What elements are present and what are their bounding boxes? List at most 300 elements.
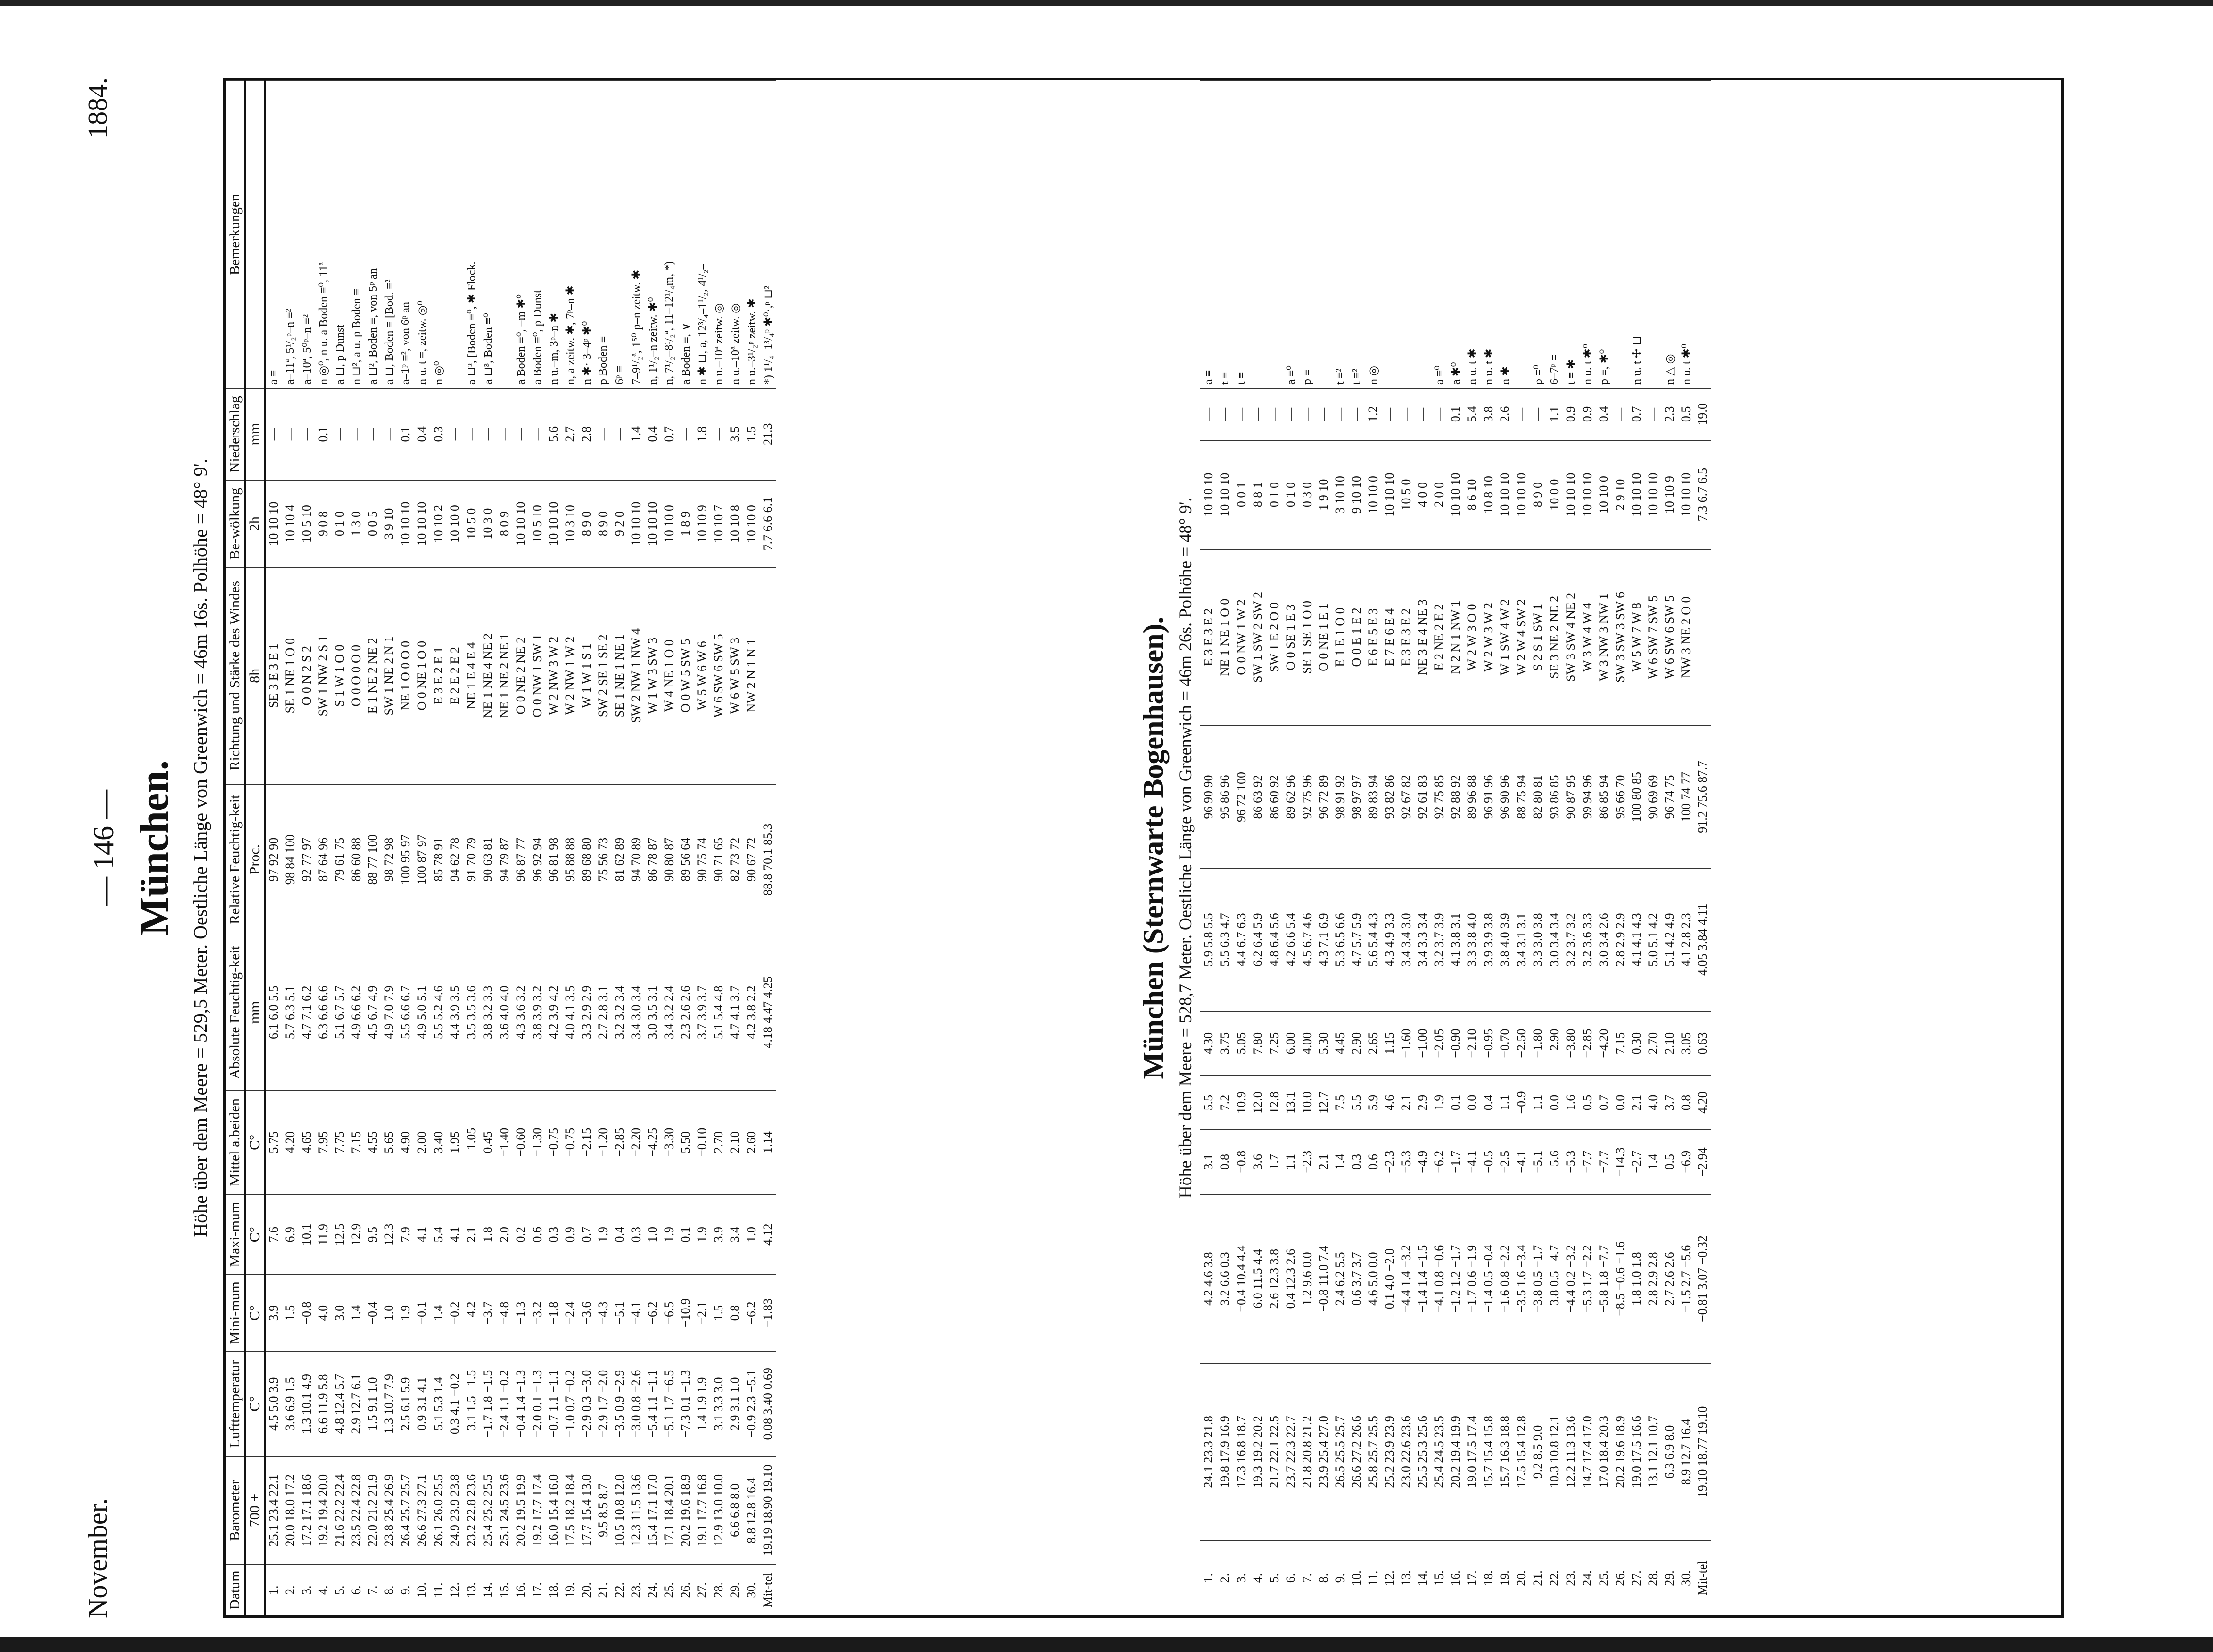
- cell-bw: 10 10 10: [397, 480, 414, 567]
- table-row: [1266, 81, 1283, 1615]
- cell-w: SW 1 NE 2 N 1: [381, 567, 397, 784]
- cell-b: 19.2 17.7 17.4: [529, 1456, 546, 1565]
- cell-mx: 0.5: [1579, 1076, 1596, 1130]
- cell-t: −0.9 2.3 −5.1: [743, 1352, 760, 1456]
- table-row: [381, 81, 397, 1615]
- cell-d: 14.: [480, 1564, 496, 1615]
- cell-af: 2.7 2.8 3.1: [595, 935, 612, 1090]
- cell-r: n ✱· 3–4ᵖ ✱⁰: [579, 81, 595, 388]
- cell-bw: 10 10 10: [265, 480, 283, 567]
- cell-w: NE 1 NE 4 NE 2: [480, 567, 496, 784]
- cell-n: —: [1316, 388, 1332, 440]
- cell-w: NE 1 NE 2 NE 1: [496, 567, 513, 784]
- cell-r: n ◎⁰: [430, 81, 447, 388]
- cell-af: 4.9 7.0 7.9: [381, 935, 397, 1090]
- cell-rf: 95 66 70: [1612, 725, 1629, 869]
- cell-rf: 96 87 77: [513, 784, 529, 935]
- cell-t: −2.0 0.1 −1.3: [529, 1352, 546, 1456]
- cell-mn: 3.6: [1250, 1129, 1266, 1194]
- cell-w: E 6 E 5 E 3: [1365, 549, 1381, 726]
- cell-mx: 12.9: [348, 1195, 364, 1275]
- cell-bw: 10 10 10: [1513, 440, 1530, 549]
- cell-mx: 4.12: [760, 1195, 776, 1275]
- cell-r: [1250, 81, 1266, 388]
- cell-t: −2.9 1.7 −2.0: [595, 1352, 612, 1456]
- cell-d: 17.: [529, 1564, 546, 1615]
- cell-rf: 90 87 95: [1563, 725, 1579, 869]
- cell-r: 7–9¹/₂ª, 1⁵⁰ p–n zeitw. ✱: [628, 81, 644, 388]
- cell-d: 8.: [381, 1564, 397, 1615]
- cell-r: a–10ª, 5⁰ᵖ–n ≡²: [298, 81, 315, 388]
- cell-r: p Boden ≡: [595, 81, 612, 388]
- cell-t: −1.7 0.6 −1.9: [1464, 1194, 1480, 1363]
- table-row: [414, 81, 430, 1615]
- cell-mi: 7.25: [1266, 1011, 1283, 1076]
- cell-af: 3.7 3.9 3.7: [694, 935, 710, 1090]
- cell-n: 0.3: [430, 388, 447, 480]
- cell-mi: 2.90: [1349, 1011, 1365, 1076]
- cell-mi: −2.50: [1513, 1011, 1530, 1076]
- cell-t: 4.6 5.0 0.0: [1365, 1194, 1381, 1363]
- cell-mx: 0.6: [529, 1195, 546, 1275]
- cell-rf: 90 69 69: [1645, 725, 1662, 869]
- cell-r: a ⊔³, Boden ≡⁰: [480, 81, 496, 388]
- cell-mn: 1.4: [348, 1275, 364, 1352]
- cell-mi: −4.25: [644, 1090, 661, 1195]
- cell-mn: 0.8: [1217, 1129, 1233, 1194]
- cell-af: 5.6 5.4 4.3: [1365, 869, 1381, 1011]
- cell-af: 4.7 4.1 3.7: [727, 935, 743, 1090]
- cell-r: n ◎: [1365, 81, 1381, 388]
- table-row: [1316, 81, 1332, 1615]
- cell-b: 23.2 22.8 23.6: [463, 1456, 480, 1565]
- cell-b: 17.1 18.4 20.1: [661, 1456, 677, 1565]
- cell-af: 4.7 5.7 5.9: [1349, 869, 1365, 1011]
- table-row: [1563, 81, 1579, 1615]
- cell-r: [1645, 81, 1662, 388]
- cell-mi: 2.10: [1662, 1011, 1678, 1076]
- cell-af: 6.2 6.4 5.9: [1250, 869, 1266, 1011]
- cell-d: 24.: [1579, 1541, 1596, 1615]
- cell-d: 5.: [331, 1564, 348, 1615]
- cell-mn: −5.3: [1398, 1129, 1414, 1194]
- cell-r: [1414, 81, 1431, 388]
- cell-mn: −2.5: [1497, 1129, 1513, 1194]
- cell-mx: 12.8: [1266, 1076, 1283, 1130]
- cell-t: 2.4 6.2 5.5: [1332, 1194, 1349, 1363]
- cell-mx: 0.7: [579, 1195, 595, 1275]
- cell-rf: 89 62 96: [1283, 725, 1299, 869]
- cell-t: 3.2 6.6 0.3: [1217, 1194, 1233, 1363]
- cell-bw: 10 10 10: [1645, 440, 1662, 549]
- cell-mi: 5.30: [1316, 1011, 1332, 1076]
- cell-rf: 98 84 100: [282, 784, 298, 935]
- cell-n: 0.4: [1596, 388, 1612, 440]
- cell-bw: 10 10 10: [1447, 440, 1464, 549]
- cell-rf: 89 56 64: [677, 784, 694, 935]
- cell-t: −0.7 1.1 −1.1: [546, 1352, 562, 1456]
- cell-mn: −5.3: [1563, 1129, 1579, 1194]
- cell-bw: 10 10 2: [430, 480, 447, 567]
- cell-mi: −1.30: [529, 1090, 546, 1195]
- cell-t: 1.8 1.0 1.8: [1629, 1194, 1645, 1363]
- cell-bw: 10 10 9: [1662, 440, 1678, 549]
- cell-w: E 2 NE 2 E 2: [1431, 549, 1447, 726]
- cell-mn: −6.5: [661, 1275, 677, 1352]
- table-row: [513, 81, 529, 1615]
- unit-temp: C°: [245, 1352, 265, 1456]
- cell-mn: −4.1: [628, 1275, 644, 1352]
- cell-bw: 0 1 0: [1283, 440, 1299, 549]
- cell-mx: 0.4: [1480, 1076, 1497, 1130]
- cell-t: −5.3 1.7 −2.2: [1579, 1194, 1596, 1363]
- table-row: [1612, 81, 1629, 1615]
- cell-af: 3.0 3.4 2.6: [1596, 869, 1612, 1011]
- cell-bw: 10 5 10: [298, 480, 315, 567]
- cell-rf: 100 95 97: [397, 784, 414, 935]
- cell-mn: 0.6: [1365, 1129, 1381, 1194]
- cell-af: 3.3 3.0 3.8: [1530, 869, 1546, 1011]
- cell-rf: 86 60 88: [348, 784, 364, 935]
- cell-bw: 0 3 0: [1299, 440, 1316, 549]
- table-row: [1250, 81, 1266, 1615]
- cell-bw: 9 0 8: [315, 480, 331, 567]
- cell-mi: −0.90: [1447, 1011, 1464, 1076]
- cell-af: 3.6 4.0 4.0: [496, 935, 513, 1090]
- cell-t: −3.8 0.5 −4.7: [1546, 1194, 1563, 1363]
- cell-w: E 3 E 3 E 2: [1200, 549, 1217, 726]
- cell-d: 23.: [628, 1564, 644, 1615]
- cell-rf: 96 90 96: [1497, 725, 1513, 869]
- cell-mn: −2.1: [694, 1275, 710, 1352]
- cell-d: 29.: [727, 1564, 743, 1615]
- cell-t: 5.1 5.3 1.4: [430, 1352, 447, 1456]
- cell-t: 1.2 9.6 0.0: [1299, 1194, 1316, 1363]
- cell-mi: −1.05: [463, 1090, 480, 1195]
- table-row: [1530, 81, 1546, 1615]
- cell-n: 0.7: [661, 388, 677, 480]
- cell-mn: −4.2: [463, 1275, 480, 1352]
- cell-t: −7.3 0.1 −1.3: [677, 1352, 694, 1456]
- cell-t: 3.6 6.9 1.5: [282, 1352, 298, 1456]
- cell-w: W 2 W 4 SW 2: [1513, 549, 1530, 726]
- cell-d: 24.: [644, 1564, 661, 1615]
- cell-af: 5.5 6.6 6.7: [397, 935, 414, 1090]
- col-absolute: Absolute Feuchtig-keit: [226, 935, 245, 1090]
- cell-w: W 2 W 3 W 2: [1480, 549, 1497, 726]
- cell-rf: 100 87 97: [414, 784, 430, 935]
- unit-rem: [245, 81, 265, 388]
- cell-w: [1695, 549, 1711, 726]
- cell-r: a ⊔², Boden ≡, von 5ᵖ an: [364, 81, 381, 388]
- table-row: [612, 81, 628, 1615]
- cell-r: n u.–10ª zeitw. ◎: [710, 81, 727, 388]
- cell-r: n ⊔², a u. p Boden ≡: [348, 81, 364, 388]
- cell-b: 20.2 19.6 18.9: [1612, 1363, 1629, 1541]
- table-row: [1431, 81, 1447, 1615]
- cell-af: 3.0 3.5 3.1: [644, 935, 661, 1090]
- cell-bw: 7.7 6.6 6.1: [760, 480, 776, 567]
- cell-bw: 10 10 0: [447, 480, 463, 567]
- cell-b: 19.1 17.7 16.8: [694, 1456, 710, 1565]
- table-row: [298, 81, 315, 1615]
- cell-n: —: [1217, 388, 1233, 440]
- cell-mn: −14.3: [1612, 1129, 1629, 1194]
- cell-bw: 0 1 0: [1266, 440, 1283, 549]
- table-row: [661, 81, 677, 1615]
- cell-w: SW 1 E 2 O 0: [1266, 549, 1283, 726]
- cell-mx: 10.9: [1233, 1076, 1250, 1130]
- cell-mx: 1.8: [480, 1195, 496, 1275]
- cell-n: 1.2: [1365, 388, 1381, 440]
- cell-w: E 1 NE 2 NE 2: [364, 567, 381, 784]
- cell-t: −1.0 0.7 −0.2: [562, 1352, 579, 1456]
- cell-bw: 10 10 10: [1497, 440, 1513, 549]
- table-row: [1365, 81, 1381, 1615]
- cell-mx: 0.7: [1596, 1076, 1612, 1130]
- cell-af: 4.1 3.8 3.1: [1447, 869, 1464, 1011]
- table-row: [1596, 81, 1612, 1615]
- cell-bw: 10 10 10: [644, 480, 661, 567]
- cell-n: —: [1414, 388, 1431, 440]
- cell-rf: 97 92 90: [265, 784, 283, 935]
- cell-mx: 1.9: [595, 1195, 612, 1275]
- cell-d: 7.: [1299, 1541, 1316, 1615]
- cell-bw: 8 8 1: [1250, 440, 1266, 549]
- cell-mi: −2.15: [579, 1090, 595, 1195]
- cell-bw: 9 2 0: [612, 480, 628, 567]
- cell-bw: 10 10 0: [1596, 440, 1612, 549]
- cell-t: −3.1 1.5 −1.5: [463, 1352, 480, 1456]
- cell-rf: 96 92 94: [529, 784, 546, 935]
- cell-af: 3.4 3.2 2.4: [661, 935, 677, 1090]
- cell-n: —: [529, 388, 546, 480]
- cell-n: 0.1: [315, 388, 331, 480]
- cell-n: —: [331, 388, 348, 480]
- cell-b: 8.8 12.8 16.4: [743, 1456, 760, 1565]
- table-row: [727, 81, 743, 1615]
- cell-b: 25.1 23.4 22.1: [265, 1456, 283, 1565]
- cell-rf: 85 78 91: [430, 784, 447, 935]
- table-row: [447, 81, 463, 1615]
- cell-r: n, 1¹/₂–n zeitw. ✱⁰: [644, 81, 661, 388]
- cell-bw: 0 0 1: [1233, 440, 1250, 549]
- cell-af: 4.1 2.8 2.3: [1678, 869, 1695, 1011]
- cell-rf: 86 63 92: [1250, 725, 1266, 869]
- cell-d: 28.: [710, 1564, 727, 1615]
- cell-w: SE 3 NE 2 NE 2: [1546, 549, 1563, 726]
- cell-mn: −5.6: [1546, 1129, 1563, 1194]
- cell-n: —: [1513, 388, 1530, 440]
- cell-rf: 90 80 87: [661, 784, 677, 935]
- cell-d: 25.: [1596, 1541, 1612, 1615]
- cell-rf: 92 67 82: [1398, 725, 1414, 869]
- cell-b: 23.5 22.4 22.8: [348, 1456, 364, 1565]
- cell-mn: −0.4: [364, 1275, 381, 1352]
- table-row: [1299, 81, 1316, 1615]
- cell-bw: 3 9 10: [381, 480, 397, 567]
- cell-b: 21.8 20.8 21.2: [1299, 1363, 1316, 1541]
- cell-af: 5.1 5.4 4.8: [710, 935, 727, 1090]
- cell-mi: −2.85: [612, 1090, 628, 1195]
- cell-w: W 1 W 1 S 1: [579, 567, 595, 784]
- cell-mx: 4.1: [414, 1195, 430, 1275]
- cell-bw: 10 10 10: [546, 480, 562, 567]
- cell-mi: −0.10: [694, 1090, 710, 1195]
- cell-mx: 7.6: [265, 1195, 283, 1275]
- cell-t: 0.9 3.1 4.1: [414, 1352, 430, 1456]
- cell-d: 27.: [694, 1564, 710, 1615]
- cell-bw: 10 10 10: [1563, 440, 1579, 549]
- table-row: [348, 81, 364, 1615]
- cell-mn: 3.1: [1200, 1129, 1217, 1194]
- cell-mi: 3.75: [1217, 1011, 1233, 1076]
- cell-d: 20.: [1513, 1541, 1530, 1615]
- cell-r: n u.–m, 3ᵖ–n ✱: [546, 81, 562, 388]
- cell-w: W 5 W 6 W 6: [694, 567, 710, 784]
- cell-w: O 0 N 2 S 2: [298, 567, 315, 784]
- cell-w: SE 1 NE 1 NE 1: [612, 567, 628, 784]
- cell-af: 4.3 4.9 3.3: [1381, 869, 1398, 1011]
- cell-af: 4.9 5.0 5.1: [414, 935, 430, 1090]
- cell-t: −1.4 0.5 −0.4: [1480, 1194, 1497, 1363]
- cell-bw: 10 3 10: [562, 480, 579, 567]
- cell-mn: −0.8: [1233, 1129, 1250, 1194]
- cell-af: 4.18 4.47 4.25: [760, 935, 776, 1090]
- cell-b: 12.2 11.3 13.6: [1563, 1363, 1579, 1541]
- cell-mn: −6.2: [644, 1275, 661, 1352]
- cell-bw: 10 10 10: [414, 480, 430, 567]
- cell-mx: 4.20: [1695, 1076, 1711, 1130]
- cell-d: 25.: [661, 1564, 677, 1615]
- cell-d: 16.: [513, 1564, 529, 1615]
- cell-bw: 10 10 10: [1629, 440, 1645, 549]
- cell-t: −3.5 0.9 −2.9: [612, 1352, 628, 1456]
- cell-n: —: [1398, 388, 1414, 440]
- cell-rf: 92 88 92: [1447, 725, 1464, 869]
- cell-mx: 6.9: [282, 1195, 298, 1275]
- cell-mx: 0.1: [677, 1195, 694, 1275]
- cell-mi: −1.80: [1530, 1011, 1546, 1076]
- cell-rf: 100 74 77: [1678, 725, 1695, 869]
- cell-b: 23.0 22.6 23.6: [1398, 1363, 1414, 1541]
- cell-d: 11.: [430, 1564, 447, 1615]
- cell-d: 18.: [1480, 1541, 1497, 1615]
- table-row: [463, 81, 480, 1615]
- cell-t: −3.8 0.5 −1.7: [1530, 1194, 1546, 1363]
- cell-b: 9.5 8.5 8.7: [595, 1456, 612, 1565]
- cell-t: 2.9 12.7 6.1: [348, 1352, 364, 1456]
- cell-d: 29.: [1662, 1541, 1678, 1615]
- cell-af: 3.3 2.9 2.9: [579, 935, 595, 1090]
- cell-mi: 2.65: [1365, 1011, 1381, 1076]
- station2-subtitle: Höhe über dem Meere = 528,7 Meter. Oestliche Länge von Greenwich = 46m 26s. Polhöhe = 48° 9'.: [1176, 497, 1195, 1199]
- cell-d: 27.: [1629, 1541, 1645, 1615]
- cell-t: −0.81 3.07 −0.32: [1695, 1194, 1711, 1363]
- cell-mi: 7.95: [315, 1090, 331, 1195]
- cell-w: O 0 NE 1 O 0: [414, 567, 430, 784]
- cell-n: —: [265, 388, 283, 480]
- cell-mn: −6.2: [1431, 1129, 1447, 1194]
- cell-mi: −1.20: [595, 1090, 612, 1195]
- cell-mx: 1.6: [1563, 1076, 1579, 1130]
- cell-n: —: [1530, 388, 1546, 440]
- cell-mx: 12.0: [1250, 1076, 1266, 1130]
- cell-r: n u. t ✱⁰: [1678, 81, 1695, 388]
- cell-b: 19.8 17.9 16.9: [1217, 1363, 1233, 1541]
- cell-af: 5.3 6.5 6.6: [1332, 869, 1349, 1011]
- cell-w: E 1 E 1 O 0: [1332, 549, 1349, 726]
- cell-b: 21.6 22.2 22.4: [331, 1456, 348, 1565]
- cell-rf: 90 71 65: [710, 784, 727, 935]
- cell-d: 19.: [562, 1564, 579, 1615]
- table-row: [1349, 81, 1365, 1615]
- table-row: [694, 81, 710, 1615]
- cell-mi: 7.75: [331, 1090, 348, 1195]
- table-row: [1398, 81, 1414, 1615]
- cell-w: O 0 NW 1 SW 1: [529, 567, 546, 784]
- cell-n: 0.9: [1563, 388, 1579, 440]
- cell-mx: 0.2: [513, 1195, 529, 1275]
- cell-rf: 98 97 97: [1349, 725, 1365, 869]
- cell-b: 14.7 17.4 17.0: [1579, 1363, 1596, 1541]
- cell-d: 2.: [282, 1564, 298, 1615]
- cell-af: 5.5 6.3 4.7: [1217, 869, 1233, 1011]
- cell-mi: 4.65: [298, 1090, 315, 1195]
- cell-t: 0.3 4.1 −0.2: [447, 1352, 463, 1456]
- cell-rf: 82 80 81: [1530, 725, 1546, 869]
- cell-mi: 6.00: [1283, 1011, 1299, 1076]
- cell-b: 8.9 12.7 16.4: [1678, 1363, 1695, 1541]
- cell-mx: 11.9: [315, 1195, 331, 1275]
- cell-mn: 0.3: [1349, 1129, 1365, 1194]
- col-minimum: Mini-mum: [226, 1275, 245, 1352]
- unit-bew: 2h: [245, 480, 265, 567]
- cell-t: −4.1 0.8 −0.6: [1431, 1194, 1447, 1363]
- cell-mn: −4.1: [1513, 1129, 1530, 1194]
- cell-n: 0.1: [1447, 388, 1464, 440]
- cell-mn: −7.7: [1596, 1129, 1612, 1194]
- cell-mx: 0.0: [1612, 1076, 1629, 1130]
- table-row: [546, 81, 562, 1615]
- cell-mi: 5.50: [677, 1090, 694, 1195]
- cell-mn: −5.1: [612, 1275, 628, 1352]
- cell-n: —: [1349, 388, 1365, 440]
- cell-w: W 2 NW 3 W 2: [546, 567, 562, 784]
- cell-t: 0.4 12.3 2.6: [1283, 1194, 1299, 1363]
- cell-r: [1695, 81, 1711, 388]
- cell-mx: 10.1: [298, 1195, 315, 1275]
- cell-mn: 0.5: [1662, 1129, 1678, 1194]
- cell-n: 1.4: [628, 388, 644, 480]
- cell-b: 10.3 10.8 12.1: [1546, 1363, 1563, 1541]
- cell-bw: 10 5 0: [1398, 440, 1414, 549]
- cell-af: 3.8 3.2 3.3: [480, 935, 496, 1090]
- cell-b: 6.6 6.8 8.0: [727, 1456, 743, 1565]
- cell-mi: −2.85: [1579, 1011, 1596, 1076]
- cell-af: 2.8 2.9 2.9: [1612, 869, 1629, 1011]
- cell-rf: 92 75 85: [1431, 725, 1447, 869]
- cell-mx: 3.7: [1662, 1076, 1678, 1130]
- cell-mx: 1.9: [694, 1195, 710, 1275]
- cell-bw: 10 10 0: [661, 480, 677, 567]
- cell-mx: 1.1: [1530, 1076, 1546, 1130]
- cell-n: —: [348, 388, 364, 480]
- cell-r: a ≡: [265, 81, 283, 388]
- cell-t: 2.6 12.3 3.8: [1266, 1194, 1283, 1363]
- cell-r: a Boden ≡⁰, p Dunst: [529, 81, 546, 388]
- cell-b: 25.5 25.3 25.6: [1414, 1363, 1431, 1541]
